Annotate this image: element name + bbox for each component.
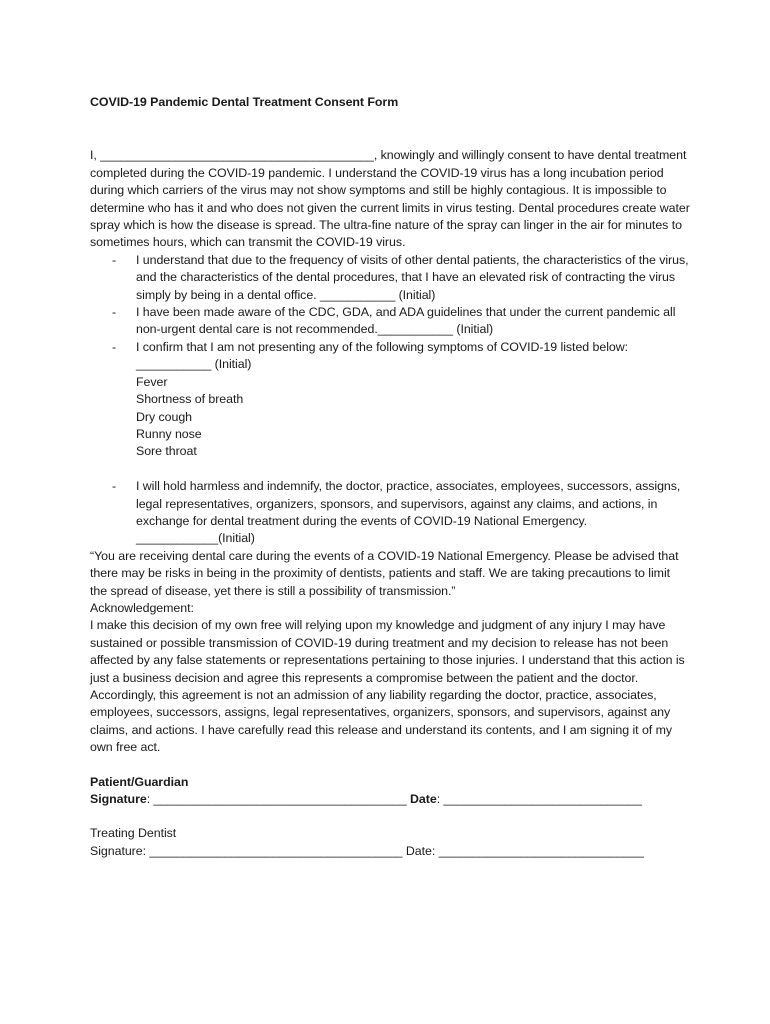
emergency-notice: “You are receiving dental care during the events of a COVID-19 National Emergency. Please be advised that there may be risks in being in the proximity of dentists, patients and staff. We are taking precautions to limit the spread of disease, yet there is still a possibility of transmission.”	[90, 548, 679, 598]
patient-signature-label: Signature	[90, 792, 147, 807]
symptom-item: Fever	[136, 374, 168, 389]
dentist-signature-line[interactable]: Signature: _____________________________________ Date: ______________________________	[90, 843, 644, 858]
consent-item-risk-text: I understand that due to the frequency of visits of other dental patients, the characteristics of the virus, and the characteristics of the dental procedures, that I have an elevated risk of contracting the virus simply by being in a dental office. ___________ (Initial)	[136, 252, 689, 302]
form-title: COVID-19 Pandemic Dental Treatment Consent Form	[90, 95, 399, 109]
consent-list	[90, 252, 690, 548]
patient-signature-blank: : _____________________________________	[146, 792, 411, 807]
symptom-item: Runny nose	[136, 426, 202, 441]
symptom-item: Dry cough	[136, 409, 193, 424]
list-dash: -	[112, 252, 117, 267]
consent-item-guidelines-text: I have been made aware of the CDC, GDA, and ADA guidelines that under the current pandemic all non-urgent dental care is not recommended.___________ (Initial)	[136, 305, 676, 337]
patient-signature-line[interactable]	[90, 791, 690, 808]
consent-item-risk	[90, 252, 690, 304]
document-content	[90, 94, 690, 860]
list-dash: -	[112, 305, 117, 320]
dentist-label: Treating Dentist	[90, 826, 177, 841]
list-dash: -	[112, 339, 117, 354]
consent-item-symptoms-text: I confirm that I am not presenting any of the following symptoms of COVID-19 listed below: ___________ (Initial)	[136, 339, 629, 372]
consent-item-indemnify-text: I will hold harmless and indemnify, the doctor, practice, associates, employees, successors, assigns, legal representatives, organizers, sponsors, and supervisors, against any claims, and actions, in exchange for dental treatment during the events of COVID-19 National Emergency. ____________(Initial)	[136, 479, 681, 546]
patient-date-blank: : _____________________________	[436, 792, 642, 807]
intro-paragraph: I, ________________________________________, knowingly and willingly consent to have dental treatment completed during the COVID-19 pandemic. I understand the COVID-19 virus has a long incubation period during which carriers of the virus may not show symptoms and still be highly contagious. It is impossible to determine who has it and who does not given the current limits in virus testing. Dental procedures create water spray which is how the disease is spread. The ultra-fine nature of the spray can linger in the air for minutes to sometimes hours, which can transmit the COVID-19 virus.	[90, 148, 690, 250]
patient-label: Patient/Guardian	[90, 774, 189, 789]
consent-item-guidelines	[90, 304, 690, 339]
acknowledgement-text: I make this decision of my own free will relying upon my knowledge and judgment of any injury I may have sustained or possible transmission of COVID-19 during treatment and my decision to release has not been affected by any false statements or representations pertaining to those injuries. I understand that this action is just a business decision and agree this represents a compromise between the patient and the doctor. Accordingly, this agreement is not an admission of any liability regarding the doctor, practice, associates, employees, successors, assigns, legal representatives, organizers, sponsors, and supervisors, against any claims, and actions. I have carefully read this release and understand its contents, and I am signing it of my own free act.	[90, 618, 685, 755]
consent-item-indemnify	[90, 478, 690, 548]
dentist-signature-block	[90, 825, 690, 860]
spacer	[136, 461, 690, 478]
acknowledgement-label: Acknowledgement:	[90, 600, 194, 615]
patient-date-label: Date	[410, 792, 437, 807]
symptom-item: Sore throat	[136, 444, 197, 459]
symptom-item: Shortness of breath	[136, 392, 244, 407]
consent-item-symptoms	[90, 339, 690, 478]
list-dash: -	[112, 479, 117, 494]
patient-signature-block	[90, 774, 690, 809]
